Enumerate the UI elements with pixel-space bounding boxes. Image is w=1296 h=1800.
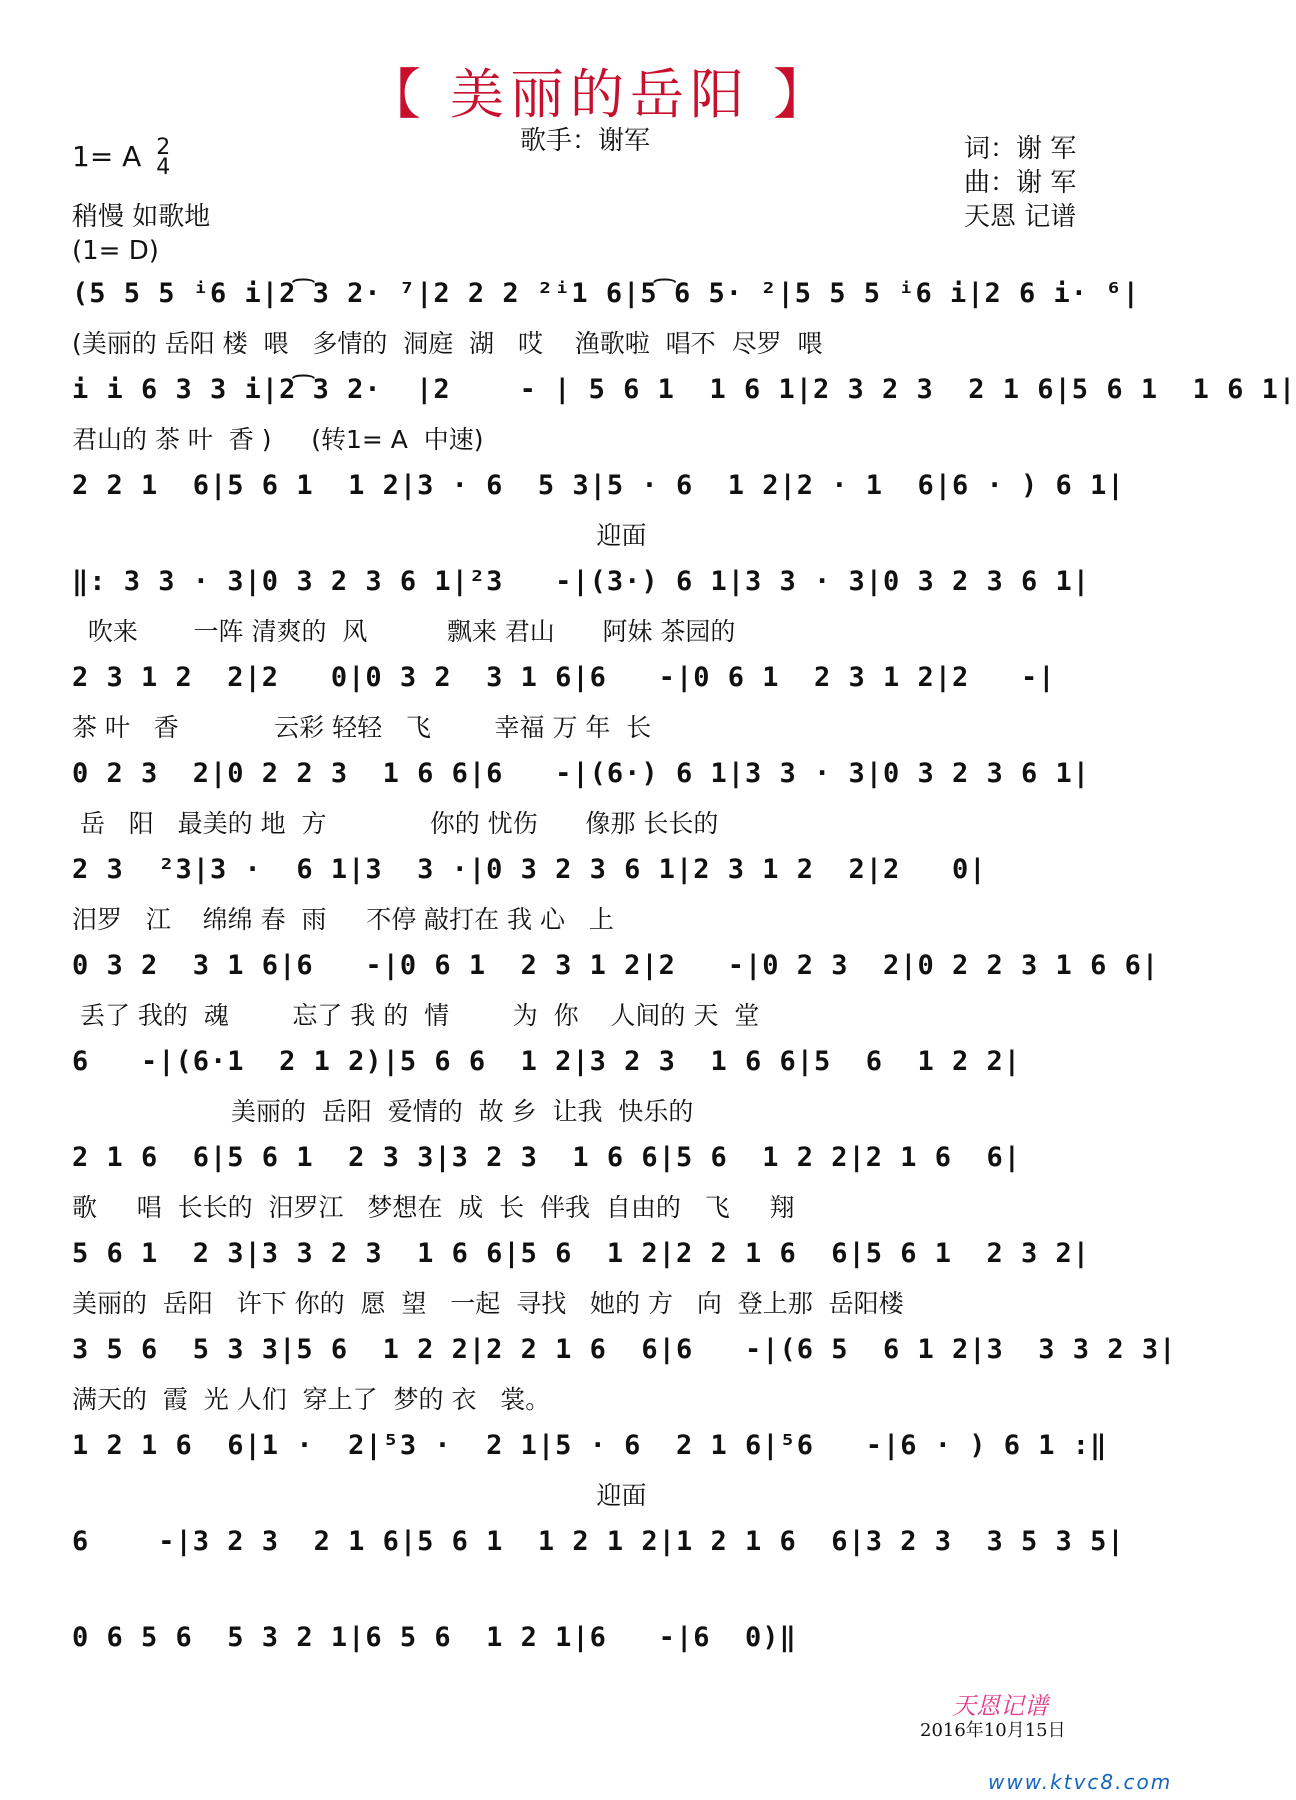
score-row — [72, 662, 1122, 752]
lyrics-line — [72, 1572, 1122, 1612]
lyrics-line: 岳 阳 最美的 地 方 你的 忧伤 像那 长长的 — [72, 809, 719, 838]
score-row — [72, 1430, 1122, 1520]
score-row — [72, 950, 1160, 1040]
transcriber-stamp: 天恩记谱 — [952, 1692, 1048, 1720]
score-row — [72, 1238, 1122, 1328]
transcription-date: 2016年10月15日 — [920, 1720, 1066, 1741]
notation-line: 2 3 1 2 2|2 0|0 3 2 3 1 6|6 -|0 6 1 2 3 1 2|2 -| — [72, 662, 1056, 693]
notation-line: 2 1 6 6|5 6 1 2 3 3|3 2 3 1 6 6|5 6 1 2 2|2 1 6 6| — [72, 1142, 1022, 1173]
notation-line: 3 5 6 5 3 3|5 6 1 2 2|2 2 1 6 6|6 -|(6 5 6 1 2|3 3 3 2 3| — [72, 1334, 1177, 1365]
notation-line: 5 6 1 2 3|3 3 2 3 1 6 6|5 6 1 2|2 2 1 6 6|5 6 1 2 3 2| — [72, 1238, 1091, 1269]
notation-line: 0 3 2 3 1 6|6 -|0 6 1 2 3 1 2|2 -|0 2 3 2|0 2 2 3 1 6 6| — [72, 950, 1160, 981]
lyrics-line: 美丽的 岳阳 爱情的 故 乡 让我 快乐的 — [72, 1097, 694, 1126]
score-row — [72, 566, 1122, 656]
lyrics-line: 茶 叶 香 云彩 轻轻 飞 幸福 万 年 长 — [72, 713, 652, 742]
site-url: www.ktvc8.com — [988, 1770, 1173, 1794]
score-row — [72, 1526, 1125, 1616]
notation-line: 1 2 1 6 6|1 · 2|⁵3 · 2 1|5 · 6 2 1 6|⁵6 -|6 · ) 6 1 :‖ — [72, 1430, 1108, 1461]
notation-line: i i 6 3 3 i|2͡3 2· |2 - | 5 6 1 1 6 1|2 3 2 3 2 1 6|5 6 1 1 6 1| — [72, 374, 1296, 405]
score-row — [72, 278, 1140, 368]
transcriber-label: 天恩 记谱 — [964, 202, 1077, 232]
notation-line: (5 5 5 ⁱ6 i|2͡3 2· ⁷|2 2 2 ²ⁱ1 6|5͡6 5· ²|5 5 5 ⁱ6 i|2 6 i· ⁶| — [72, 278, 1140, 309]
score-row — [72, 374, 1296, 464]
lyrics-line: 歌 唱 长长的 汨罗江 梦想在 成 长 伴我 自由的 飞 翔 — [72, 1193, 795, 1222]
score-row — [72, 854, 1122, 944]
lyrics-line: 迎面 — [72, 521, 647, 550]
page-title: 【 美丽的岳阳 】 — [366, 63, 834, 126]
score-row — [72, 1142, 1122, 1232]
score-row — [72, 1046, 1122, 1136]
notation-line: 2 3 ²3|3 · 6 1|3 3 ·|0 3 2 3 6 1|2 3 1 2 2|2 0| — [72, 854, 987, 885]
lyrics-line: 丢了 我的 魂 忘了 我 的 情 为 你 人间的 天 堂 — [72, 1001, 760, 1030]
composer-label: 曲：谢 军 — [964, 168, 1077, 198]
lyrics-line: 美丽的 岳阳 许下 你的 愿 望 一起 寻找 她的 方 向 登上那 岳阳楼 — [72, 1289, 904, 1318]
score-row — [72, 1334, 1177, 1424]
key-label: 1= A — [72, 140, 142, 173]
singer-label: 歌手：谢军 — [520, 126, 651, 156]
lyrics-line: 迎面 — [72, 1481, 647, 1510]
lyrics-line: 君山的 茶 叶 香 ) (转1= A 中速) — [72, 425, 484, 454]
lyrics-line: (美丽的 岳阳 楼 喂 多情的 洞庭 湖 哎 渔歌啦 唱不 尽罗 喂 — [72, 329, 823, 358]
lyrics-line: 汨罗 江 绵绵 春 雨 不停 敲打在 我 心 上 — [72, 905, 614, 934]
key-signature — [72, 135, 171, 180]
notation-line: 0 2 3 2|0 2 2 3 1 6 6|6 -|(6·) 6 1|3 3 · 3|0 3 2 3 6 1| — [72, 758, 1091, 789]
lyrics-line: 满天的 霞 光 人们 穿上了 梦的 衣 裳。 — [72, 1385, 551, 1414]
time-sig-bottom: 4 — [156, 155, 171, 180]
time-sig-top: 2 — [156, 135, 171, 160]
lyrics-line: 吹来 一阵 清爽的 风 飘来 君山 阿妹 茶园的 — [72, 617, 736, 646]
score-row — [72, 758, 1122, 848]
notation-line: 6 -|(6·1 2 1 2)|5 6 6 1 2|3 2 3 1 6 6|5 6 1 2 2| — [72, 1046, 1022, 1077]
notation-line: 2 2 1 6|5 6 1 1 2|3 · 6 5 3|5 · 6 1 2|2 · 1 6|6 · ) 6 1| — [72, 470, 1125, 501]
original-key: (1= D) — [72, 236, 159, 266]
tempo-marking: 稍慢 如歌地 — [72, 202, 211, 232]
time-signature — [156, 135, 171, 180]
score-row — [72, 470, 1125, 560]
lyricist-label: 词：谢 军 — [964, 134, 1077, 164]
notation-line: ‖: 3 3 · 3|0 3 2 3 6 1|²3 -|(3·) 6 1|3 3 · 3|0 3 2 3 6 1| — [72, 566, 1091, 597]
notation-line: 6 -|3 2 3 2 1 6|5 6 1 1 2 1 2|1 2 1 6 6|3 2 3 3 5 3 5| — [72, 1526, 1125, 1557]
notation-line: 0 6 5 6 5 3 2 1|6 5 6 1 2 1|6 -|6 0)‖ — [72, 1622, 797, 1653]
